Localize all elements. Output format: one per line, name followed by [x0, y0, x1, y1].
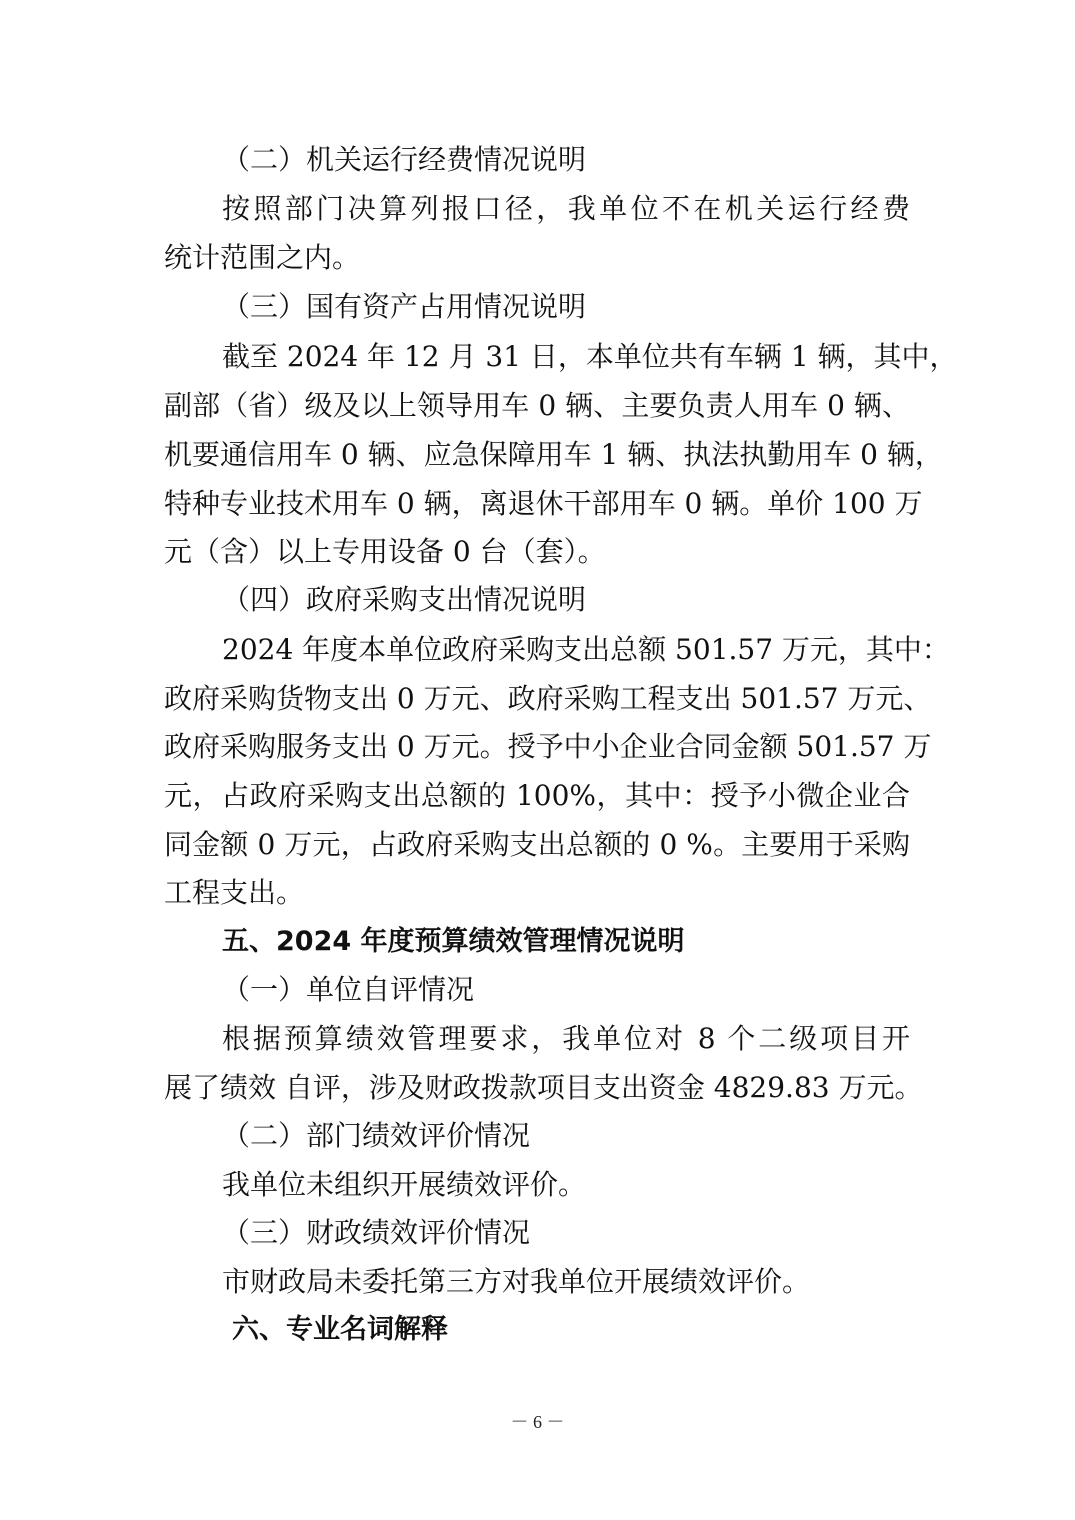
paragraph-line: 统计范围之内。 — [164, 241, 361, 274]
paragraph-line: 政府采购货物支出 0 万元、政府采购工程支出 501.57 万元、 — [164, 682, 932, 715]
section-heading-self-evaluation: （一）单位自评情况 — [222, 973, 475, 1006]
paragraph-line: 机要通信用车 0 辆、应急保障用车 1 辆、执法执勤用车 0 辆， — [164, 438, 943, 471]
chapter-heading-glossary: 六、专业名词解释 — [232, 1314, 448, 1345]
paragraph-line: 市财政局未委托第三方对我单位开展绩效评价。 — [222, 1265, 811, 1298]
section-heading-dept-evaluation: （二）部门绩效评价情况 — [222, 1119, 531, 1152]
paragraph-line: 特种专业技术用车 0 辆，离退休干部用车 0 辆。单价 100 万 — [164, 487, 923, 520]
paragraph-line: 副部（省）级及以上领导用车 0 辆、主要负责人用车 0 辆、 — [164, 389, 910, 422]
section-heading-finance-evaluation: （三）财政绩效评价情况 — [222, 1216, 531, 1249]
section-heading-procurement: （四）政府采购支出情况说明 — [222, 583, 587, 616]
paragraph-line: 我单位未组织开展绩效评价。 — [222, 1168, 587, 1201]
paragraph-line: 同金额 0 万元，占政府采购支出总额的 0 %。主要用于采购 — [164, 828, 910, 861]
paragraph-line: 展了绩效 自评，涉及财政拨款项目支出资金 4829.83 万元。 — [164, 1071, 923, 1104]
section-heading-operating-funds: （二）机关运行经费情况说明 — [222, 143, 587, 176]
page-number: － 6 － — [510, 1412, 565, 1432]
paragraph-line: 元（含）以上专用设备 0 台（套）。 — [164, 535, 606, 568]
paragraph-line: 按照部门决算列报口径，我单位不在机关运行经费 — [222, 192, 910, 225]
paragraph-line: 工程支出。 — [164, 876, 305, 909]
chapter-heading-performance: 五、2024 年度预算绩效管理情况说明 — [222, 926, 685, 957]
paragraph-line: 2024 年度本单位政府采购支出总额 501.57 万元，其中： — [222, 633, 950, 666]
paragraph-line: 元，占政府采购支出总额的 100%，其中：授予小微企业合 — [164, 779, 910, 812]
paragraph-line: 截至 2024 年 12 月 31 日，本单位共有车辆 1 辆，其中， — [222, 340, 958, 373]
section-heading-state-assets: （三）国有资产占用情况说明 — [222, 290, 587, 323]
paragraph-line: 政府采购服务支出 0 万元。授予中小企业合同金额 501.57 万 — [164, 730, 932, 763]
paragraph-line: 根据预算绩效管理要求，我单位对 8 个二级项目开 — [222, 1022, 910, 1055]
